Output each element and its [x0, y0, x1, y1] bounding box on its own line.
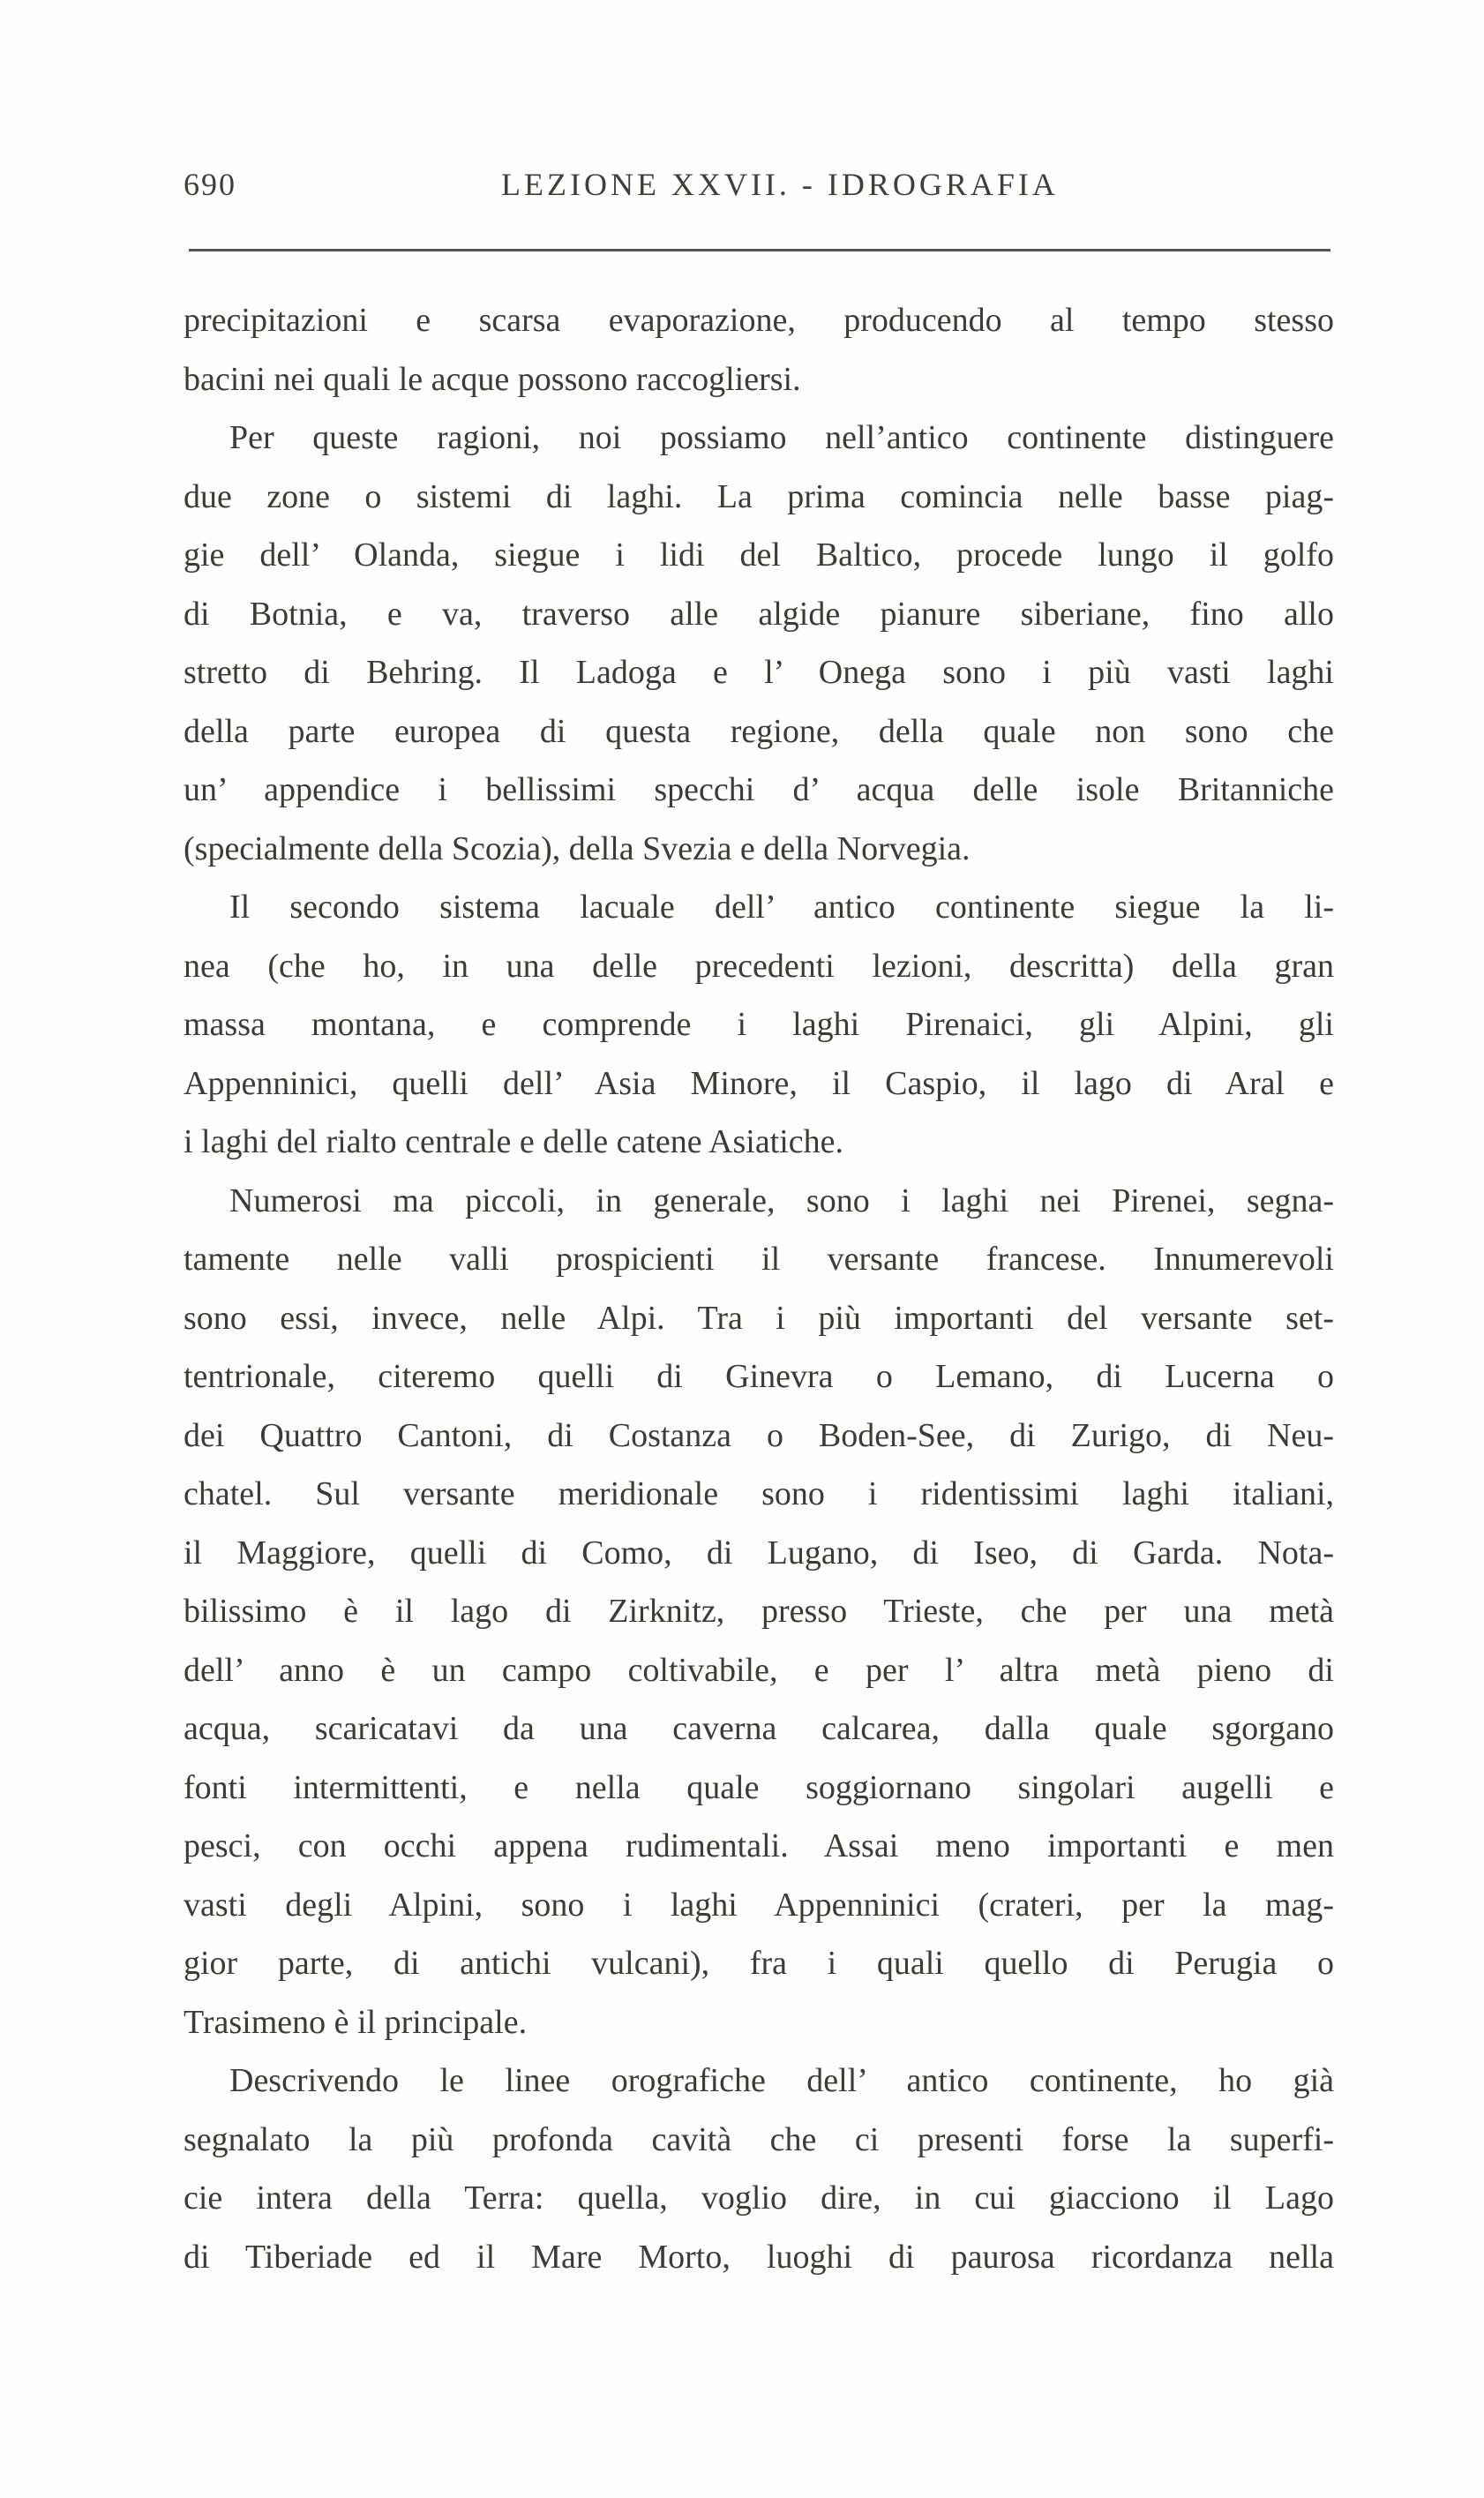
text-line: cie intera della Terra: quella, voglio dire, in cui giacciono il Lago	[184, 2179, 1334, 2217]
text-line: precipitazioni e scarsa evaporazione, producendo al tempo stesso	[184, 302, 1334, 339]
text-line: massa montana, e comprende i laghi Pirenaici, gli Alpini, gli	[184, 1006, 1334, 1043]
text-line: pesci, con occhi appena rudimentali. Assai meno importanti e men	[184, 1827, 1334, 1864]
text-line: tentrionale, citeremo quelli di Ginevra o Lemano, di Lucerna o	[184, 1358, 1334, 1395]
text-line: due zone o sistemi di laghi. La prima comincia nelle basse piag-	[184, 477, 1334, 515]
text-line: gie dell’ Olanda, siegue i lidi del Baltico, procede lungo il golfo	[184, 536, 1334, 574]
text-line: gior parte, di antichi vulcani), fra i quali quello di Perugia o	[184, 1945, 1334, 1982]
body-text	[184, 291, 1334, 2286]
text-line: di Tiberiade ed il Mare Morto, luoghi di paurosa ricordanza nella	[184, 2238, 1334, 2276]
text-line: sono essi, invece, nelle Alpi. Tra i più importanti del versante set-	[184, 1299, 1334, 1337]
text-line: i laghi del rialto centrale e delle catene Asiatiche.	[184, 1123, 844, 1160]
running-head: LEZIONE XXVII. - IDROGRAFIA	[501, 167, 1059, 202]
text-line: Descrivendo le linee orografiche dell’ antico continente, ho già	[229, 2062, 1334, 2099]
text-line: tamente nelle valli prospicienti il versante francese. Innumerevoli	[184, 1241, 1334, 1278]
text-line: un’ appendice i bellissimi specchi d’ acqua delle isole Britanniche	[184, 771, 1334, 808]
text-line: Per queste ragioni, noi possiamo nell’antico continente distinguere	[229, 419, 1334, 456]
text-line: Numerosi ma piccoli, in generale, sono i laghi nei Pirenei, segna-	[229, 1181, 1334, 1219]
page-header	[184, 166, 1330, 219]
text-line: segnalato la più profonda cavità che ci presenti forse la superfi-	[184, 2120, 1334, 2158]
text-line: il Maggiore, quelli di Como, di Lugano, di Iseo, di Garda. Nota-	[184, 1534, 1334, 1572]
text-line: stretto di Behring. Il Ladoga e l’ Onega sono i più vasti laghi	[184, 654, 1334, 691]
text-line: acqua, scaricatavi da una caverna calcarea, dalla quale sgorgano	[184, 1710, 1334, 1747]
text-line: dei Quattro Cantoni, di Costanza o Boden-See, di Zurigo, di Neu-	[184, 1416, 1334, 1454]
text-line: bilissimo è il lago di Zirknitz, presso Trieste, che per una metà	[184, 1593, 1334, 1630]
text-line: (specialmente della Scozia), della Svezia e della Norvegia.	[184, 829, 971, 867]
text-line: Il secondo sistema lacuale dell’ antico continente siegue la li-	[229, 889, 1334, 926]
text-line: dell’ anno è un campo coltivabile, e per l’ altra metà pieno di	[184, 1651, 1334, 1689]
text-line: chatel. Sul versante meridionale sono i ridentissimi laghi italiani,	[184, 1475, 1334, 1512]
text-line: vasti degli Alpini, sono i laghi Appenninici (crateri, per la mag-	[184, 1886, 1334, 1924]
page-number: 690	[184, 167, 236, 202]
text-line: fonti intermittenti, e nella quale soggiornano singolari augelli e	[184, 1768, 1334, 1806]
text-line: nea (che ho, in una delle precedenti lezioni, descritta) della gran	[184, 947, 1334, 985]
text-line: Appenninici, quelli dell’ Asia Minore, il Caspio, il lago di Aral e	[184, 1064, 1334, 1102]
text-line: bacini nei quali le acque possono raccogliersi.	[184, 360, 801, 398]
text-line: di Botnia, e va, traverso alle algide pianure siberiane, fino allo	[184, 595, 1334, 633]
text-line: Trasimeno è il principale.	[184, 2003, 528, 2041]
text-line: della parte europea di questa regione, della quale non sono che	[184, 712, 1334, 750]
header-rule	[189, 249, 1330, 251]
